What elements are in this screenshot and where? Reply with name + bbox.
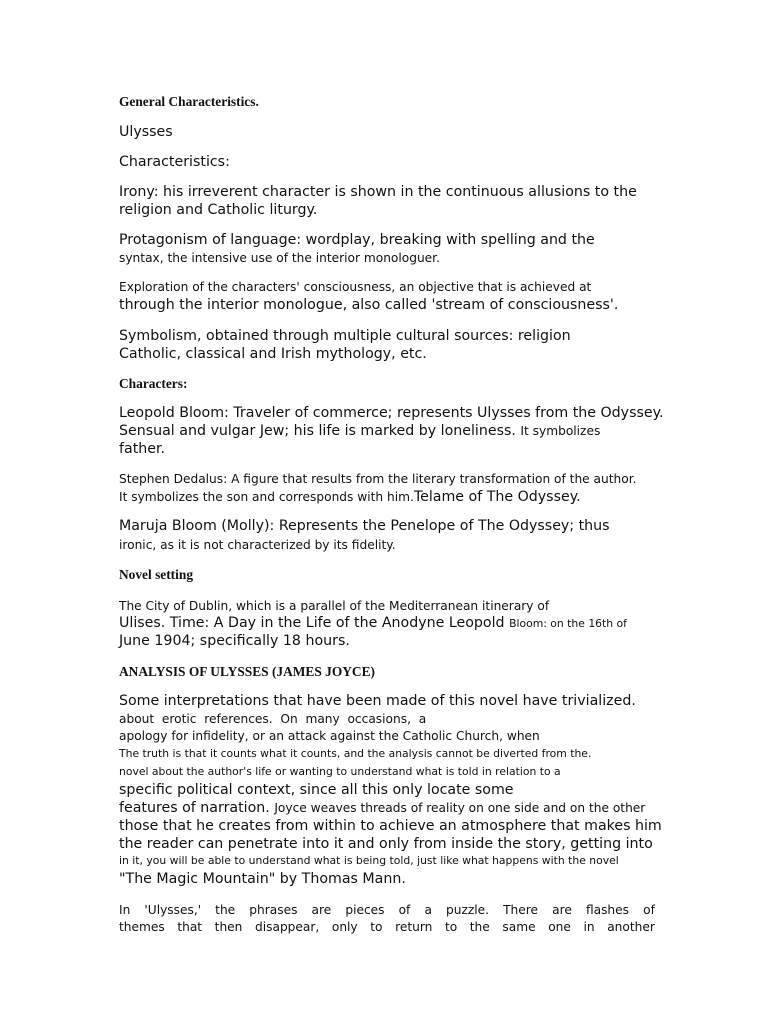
puzzle-word: There — [503, 903, 539, 917]
puzzle-word: a — [424, 903, 432, 917]
leopold-line-2-main: Sensual and vulgar Jew; his life is marked by loneliness. — [119, 423, 516, 439]
puzzle-word: same — [502, 920, 536, 934]
analysis-line-11: "The Magic Mountain" by Thomas Mann. — [119, 871, 406, 887]
exploration-line-2: through the interior monologue, also called 'stream of consciousness'. — [119, 297, 619, 313]
puzzle-word: puzzle. — [446, 903, 490, 917]
puzzle-word: flashes — [585, 903, 630, 917]
analysis-line-9: the reader can penetrate into it and only from inside the story, getting into — [119, 836, 653, 852]
characteristics-label: Characteristics: — [119, 154, 230, 170]
protagonism-line-1: Protagonism of language: wordplay, breaking with spelling and the — [119, 232, 595, 248]
puzzle-word: that — [177, 920, 203, 934]
leopold-line-1: Leopold Bloom: Traveler of commerce; represents Ulysses from the Odyssey. — [119, 405, 664, 421]
symbolism-line-1: Symbolism, obtained through multiple cultural sources: religion — [119, 328, 571, 344]
puzzle-word: of — [643, 903, 655, 917]
heading-analysis: ANALYSIS OF ULYSSES (JAMES JOYCE) — [119, 664, 375, 679]
symbolism-line-2: Catholic, classical and Irish mythology, etc. — [119, 346, 427, 362]
analysis-line-4: The truth is that it counts what it counts, and the analysis cannot be diverted from the. — [119, 747, 592, 760]
irony-line-2: religion and Catholic liturgy. — [119, 202, 318, 218]
puzzle-line-1 — [119, 901, 655, 919]
heading-novel-setting: Novel setting — [119, 567, 194, 582]
leopold-line-2 — [119, 422, 600, 440]
analysis-line-8: those that he creates from within to achieve an atmosphere that makes him — [119, 818, 662, 834]
puzzle-word: In — [119, 903, 131, 917]
heading-characters: Characters: — [119, 376, 188, 391]
analysis-line-5: novel about the author's life or wanting to understand what is told in relation to a — [119, 765, 561, 778]
puzzle-word: 'Ulysses,' — [144, 903, 202, 917]
puzzle-word: only — [331, 920, 358, 934]
stephen-line-2-small: It symbolizes the son and corresponds with him. — [119, 490, 414, 504]
protagonism-line-2: syntax, the intensive use of the interior monologuer. — [119, 251, 440, 265]
stephen-line-1: Stephen Dedalus: A figure that results from the literary transformation of the author. — [119, 472, 637, 486]
puzzle-word: pieces — [345, 903, 385, 917]
puzzle-word: of — [398, 903, 411, 917]
setting-line-2 — [119, 614, 627, 633]
puzzle-word: to — [370, 920, 383, 934]
setting-line-2-small: Bloom: on the 16th of — [509, 617, 627, 630]
puzzle-word: then — [214, 920, 243, 934]
analysis-line-2: about erotic references. On many occasions, a — [119, 712, 427, 726]
puzzle-word: disappear, — [255, 920, 320, 934]
analysis-line-7-main: features of narration. — [119, 800, 270, 816]
puzzle-line-2 — [119, 918, 655, 936]
puzzle-word: the — [469, 920, 490, 934]
puzzle-word: are — [311, 903, 332, 917]
puzzle-word: one — [548, 920, 571, 934]
puzzle-word: to — [444, 920, 458, 934]
analysis-line-3: apology for infidelity, or an attack against the Catholic Church, when — [119, 729, 540, 743]
puzzle-word: another — [607, 920, 655, 934]
stephen-line-2 — [119, 488, 581, 506]
setting-line-2-main: Ulises. Time: A Day in the Life of the Anodyne Leopold — [119, 615, 505, 631]
puzzle-word: the — [215, 903, 236, 917]
analysis-line-1: Some interpretations that have been made of this novel have trivialized. — [119, 693, 636, 709]
leopold-line-3: father. — [119, 441, 166, 457]
leopold-line-2-small: It symbolizes — [520, 424, 601, 438]
analysis-line-6: specific political context, since all this only locate some — [119, 782, 514, 798]
puzzle-word: in — [583, 920, 595, 934]
puzzle-word: return — [395, 920, 433, 934]
irony-line-1: Irony: his irreverent character is shown in the continuous allusions to the — [119, 184, 637, 200]
exploration-line-1: Exploration of the characters' consciousness, an objective that is achieved at — [119, 280, 592, 294]
analysis-line-7-small: Joyce weaves threads of reality on one side and on the other — [274, 801, 646, 815]
puzzle-word: are — [552, 903, 572, 917]
analysis-line-10: in it, you will be able to understand what is being told, just like what happens with the novel — [119, 854, 619, 867]
ulysses-title: Ulysses — [119, 124, 173, 140]
maruja-line-1: Maruja Bloom (Molly): Represents the Penelope of The Odyssey; thus — [119, 518, 610, 534]
puzzle-word: phrases — [249, 903, 298, 917]
setting-line-3: June 1904; specifically 18 hours. — [119, 633, 350, 649]
analysis-line-7 — [119, 799, 645, 817]
puzzle-word: themes — [119, 920, 165, 934]
maruja-line-2: ironic, as it is not characterized by its fidelity. — [119, 538, 396, 552]
heading-general-characteristics: General Characteristics. — [119, 94, 259, 109]
stephen-line-2-main: Telame of The Odyssey. — [413, 489, 581, 505]
setting-line-1: The City of Dublin, which is a parallel of the Mediterranean itinerary of — [119, 599, 550, 613]
